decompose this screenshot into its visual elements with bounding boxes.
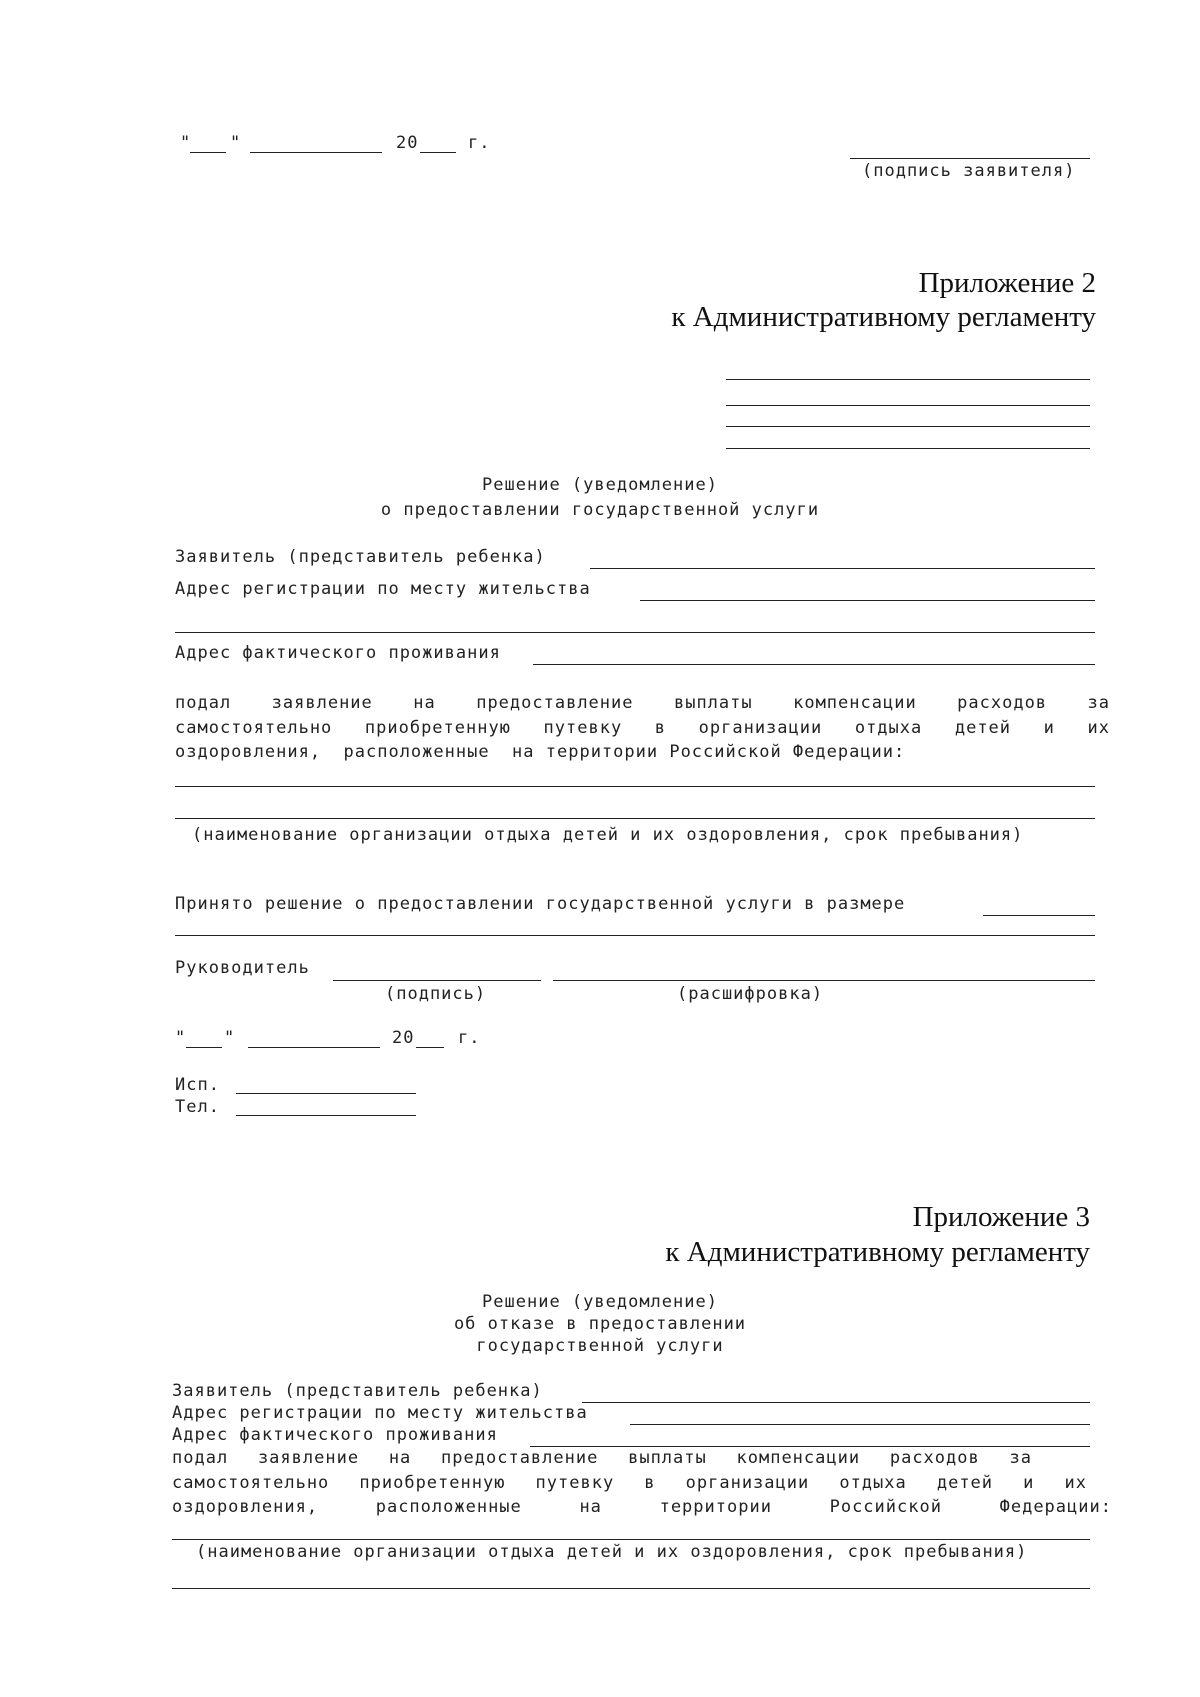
organization-field-2[interactable] — [172, 1588, 1090, 1589]
date-year-suffix: г. — [458, 1028, 481, 1048]
application-paragraph-line-1 — [175, 693, 1110, 713]
decision-title-line-1: Решение (уведомление) — [482, 475, 718, 495]
word: заявление — [271, 693, 373, 713]
date-month-blank[interactable] — [248, 1047, 380, 1048]
word: предоставление — [476, 693, 634, 713]
head-label: Руководитель — [175, 958, 310, 978]
word: их — [1064, 1473, 1087, 1493]
date-year-prefix: 20 — [392, 1028, 415, 1048]
date-month-blank[interactable] — [250, 152, 382, 153]
decoding-caption: (расшифровка) — [677, 984, 824, 1004]
date-year-blank[interactable] — [416, 1047, 444, 1048]
word: организации — [685, 1473, 810, 1493]
application-paragraph-line-2 — [172, 1473, 1087, 1493]
actual-address-field[interactable] — [530, 1446, 1090, 1447]
organization-field-2[interactable] — [175, 818, 1095, 819]
addressee-line-2[interactable] — [726, 405, 1090, 406]
decision-title-line-2: о предоставлении государственной услуги — [380, 500, 820, 520]
word: заявление — [257, 1448, 360, 1468]
word: отдыха — [854, 718, 923, 738]
word: предоставление — [441, 1448, 599, 1468]
addressee-line-3[interactable] — [726, 426, 1090, 427]
refusal-title-line-2: об отказе в предоставлении — [453, 1314, 747, 1334]
date-year-suffix: г. — [468, 133, 491, 153]
applicant-signature-caption: (подпись заявителя) — [862, 161, 1076, 181]
word: детей — [954, 718, 1012, 738]
word: компенсации — [736, 1448, 861, 1468]
refusal-title-line-1: Решение (уведомление) — [482, 1292, 718, 1312]
organization-caption: (наименование организации отдыха детей и их оздоровления, срок пребывания) — [192, 825, 1024, 845]
word: организации — [698, 718, 823, 738]
word: компенсации — [793, 693, 917, 713]
reg-address-field[interactable] — [640, 600, 1095, 601]
phone-label: Тел. — [175, 1097, 220, 1117]
appendix-3-subtitle: к Административному регламенту — [665, 1236, 1090, 1268]
word: на — [579, 1497, 602, 1517]
word: подал — [175, 693, 232, 713]
executor-field[interactable] — [236, 1093, 416, 1094]
application-paragraph-line-3: оздоровления, расположенные на территории Российской Федерации: — [175, 742, 906, 762]
reg-address-field-continued[interactable] — [175, 632, 1095, 633]
actual-address-field[interactable] — [533, 664, 1095, 665]
word: отдыха — [839, 1473, 907, 1493]
reg-address-label: Адрес регистрации по месту жительства — [172, 1403, 588, 1423]
word: на — [388, 1448, 412, 1468]
word: за — [1009, 1448, 1032, 1468]
word: Федерации: — [999, 1497, 1112, 1517]
appendix-2-subtitle: к Административному регламенту — [671, 301, 1096, 333]
reg-address-field[interactable] — [630, 1424, 1090, 1425]
appendix-3-title: Приложение 3 — [912, 1201, 1090, 1233]
word: и — [1043, 718, 1055, 738]
word: Российской — [829, 1497, 942, 1517]
word: за — [1087, 693, 1110, 713]
word: самостоятельно — [175, 718, 333, 738]
word: приобретенную — [359, 1473, 506, 1493]
word: в — [644, 1473, 656, 1493]
word: расходов — [889, 1448, 980, 1468]
date-quote-close: " — [224, 1028, 236, 1048]
executor-label: Исп. — [175, 1075, 220, 1095]
decision-label: Принято решение о предоставлении государственной услуги в размере — [175, 894, 906, 914]
word: расположенные — [375, 1497, 522, 1517]
word: выплаты — [673, 693, 753, 713]
word: в — [654, 718, 667, 738]
word: на — [413, 693, 436, 713]
word: их — [1087, 718, 1110, 738]
applicant-label: Заявитель (представитель ребенка) — [172, 1381, 543, 1401]
word: подал — [172, 1448, 229, 1468]
date-quote-open: " — [175, 1028, 187, 1048]
date-year-blank[interactable] — [420, 152, 456, 153]
word: территории — [659, 1497, 772, 1517]
application-paragraph-line-1 — [172, 1448, 1032, 1468]
word: путевку — [543, 718, 623, 738]
date-quote-open: " — [180, 133, 192, 153]
word: и — [1023, 1473, 1035, 1493]
reg-address-label: Адрес регистрации по месту жительства — [175, 579, 591, 599]
organization-field-1[interactable] — [172, 1539, 1090, 1540]
phone-field[interactable] — [236, 1115, 416, 1116]
applicant-signature-line[interactable] — [850, 158, 1090, 159]
word: детей — [936, 1473, 994, 1493]
word: расходов — [957, 693, 1048, 713]
organization-caption: (наименование организации отдыха детей и их оздоровления, срок пребывания) — [196, 1542, 1028, 1562]
appendix-2-title: Приложение 2 — [918, 267, 1096, 299]
actual-address-label: Адрес фактического проживания — [175, 643, 501, 663]
signature-caption: (подпись) — [385, 984, 487, 1004]
date-year-prefix: 20 — [396, 133, 419, 153]
word: путевку — [535, 1473, 615, 1493]
organization-field-1[interactable] — [175, 786, 1095, 787]
applicant-field[interactable] — [590, 568, 1095, 569]
refusal-title-line-3: государственной услуги — [476, 1336, 724, 1356]
word: оздоровления, — [172, 1497, 319, 1517]
date-quote-close: " — [230, 133, 242, 153]
addressee-line-4[interactable] — [726, 448, 1090, 449]
word: выплаты — [628, 1448, 707, 1468]
applicant-field[interactable] — [582, 1402, 1090, 1403]
amount-field[interactable] — [983, 915, 1095, 916]
word: самостоятельно — [172, 1473, 330, 1493]
word: приобретенную — [364, 718, 511, 738]
application-paragraph-line-2 — [175, 718, 1110, 738]
head-signature-field[interactable] — [333, 980, 541, 981]
addressee-line-1[interactable] — [726, 379, 1090, 380]
decision-field-continued[interactable] — [175, 935, 1095, 936]
application-paragraph-line-3 — [172, 1497, 1112, 1517]
date-day-blank[interactable] — [186, 1047, 222, 1048]
date-day-blank[interactable] — [190, 152, 226, 153]
head-decoding-field[interactable] — [553, 980, 1095, 981]
applicant-label: Заявитель (представитель ребенка) — [175, 547, 546, 567]
actual-address-label: Адрес фактического проживания — [172, 1425, 498, 1445]
